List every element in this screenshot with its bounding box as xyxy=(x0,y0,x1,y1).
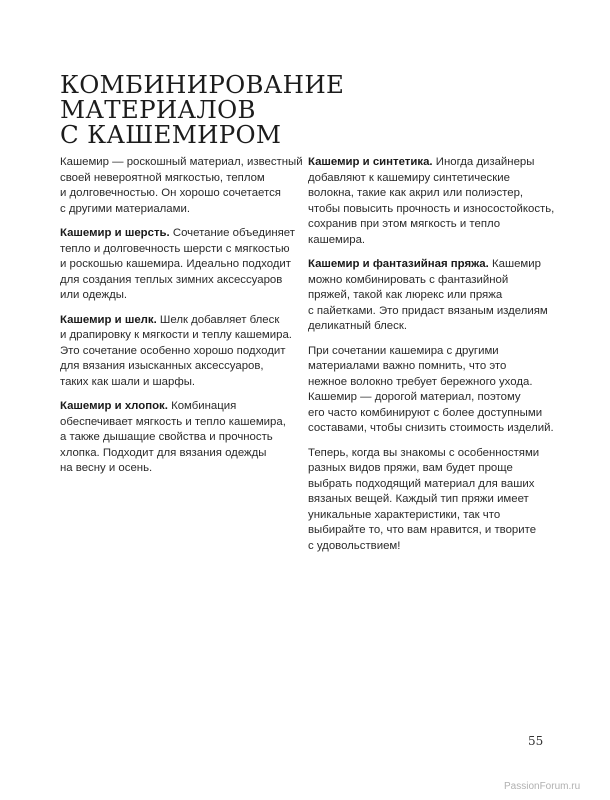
page-number: 55 xyxy=(528,734,544,748)
paragraph-lead-in: Кашемир и шелк. xyxy=(60,313,157,326)
text-line: пряжей, такой как люрекс или пряжа xyxy=(308,289,503,301)
text-line: можно комбинировать с фантазийной xyxy=(308,273,509,286)
page-title xyxy=(60,72,344,147)
text-line: с другими материалами. xyxy=(60,202,190,215)
text-line: вязаных вещей. Каждый тип пряжи имеет xyxy=(308,493,529,505)
text-line: волокна, такие как акрил или полиэстер, xyxy=(308,187,524,199)
right-text-column xyxy=(308,155,553,563)
text-line xyxy=(308,257,553,273)
text-line: обеспечивает мягкость и тепло кашемира, xyxy=(60,415,286,428)
text-line xyxy=(60,399,305,415)
text-line: добавляют к кашемиру синтетические xyxy=(308,171,510,184)
text-line: материалами важно помнить, что это xyxy=(308,360,507,372)
text-run: Иногда дизайнеры xyxy=(432,156,535,168)
text-line: хлопка. Подходит для вязания одежды xyxy=(60,446,267,459)
paragraph-lead-in: Кашемир и фантазийная пряжа. xyxy=(308,258,489,270)
text-run: Комбинация xyxy=(167,400,237,412)
paragraph xyxy=(60,155,305,217)
text-line: для вязания изысканных аксессуаров, xyxy=(60,360,264,372)
paragraph xyxy=(60,313,305,391)
text-line xyxy=(308,155,553,171)
paragraph xyxy=(60,399,305,477)
text-line xyxy=(60,226,305,242)
text-line: деликатный блеск. xyxy=(308,320,407,332)
paragraph-lead-in: Кашемир и синтетика. xyxy=(308,156,433,168)
paragraph xyxy=(308,446,553,555)
text-line: на весну и осень. xyxy=(60,462,153,474)
paragraph xyxy=(60,226,305,304)
text-line: таких как шали и шарфы. xyxy=(60,375,196,388)
text-line: с пайетками. Это придаст вязаным изделиям xyxy=(308,304,548,317)
left-text-column xyxy=(60,155,305,486)
paragraph-lead-in: Кашемир и шерсть. xyxy=(60,227,170,239)
text-line: При сочетании кашемира с другими xyxy=(308,344,499,357)
text-line: а также дышащие свойства и прочность xyxy=(60,431,273,443)
paragraph xyxy=(308,344,553,437)
text-line: Теперь, когда вы знакомы с особенностями xyxy=(308,446,540,459)
text-line: своей невероятной мягкостью, теплом xyxy=(60,171,265,184)
text-line: кашемира. xyxy=(308,233,366,246)
paragraph-lead-in: Кашемир и хлопок. xyxy=(60,400,168,412)
text-line: или одежды. xyxy=(60,289,128,301)
title-line: МАТЕРИАЛОВ xyxy=(60,95,256,124)
text-line: сохранив при этом мягкость и тепло xyxy=(308,218,501,230)
text-line: чтобы повысить прочность и износостойкость, xyxy=(308,202,555,215)
site-watermark: PassionForum.ru xyxy=(504,781,581,792)
text-line: разных видов пряжи, вам будет проще xyxy=(308,462,513,474)
text-line: составами, чтобы снизить стоимость изделий. xyxy=(308,422,554,434)
title-line: КОМБИНИРОВАНИЕ xyxy=(60,70,345,99)
text-line: и долговечностью. Он хорошо сочетается xyxy=(60,187,281,199)
title-line: С КАШЕМИРОМ xyxy=(60,120,282,149)
text-line: и роскошью кашемира. Идеально подходит xyxy=(60,258,292,270)
text-line: выбирайте то, что вам нравится, и творите xyxy=(308,524,537,536)
text-line: тепло и долговечность шерсти с мягкостью xyxy=(60,242,290,255)
text-line: и драпировку к мягкости и теплу кашемира. xyxy=(60,329,292,341)
text-run: Сочетание объединяет xyxy=(169,227,295,239)
paragraph xyxy=(308,155,553,248)
text-line: выбрать подходящий материал для ваших xyxy=(308,477,535,490)
text-line: с удовольствием! xyxy=(308,539,401,552)
text-line: уникальные характеристики, так что xyxy=(308,508,501,521)
text-line: Это сочетание особенно хорошо подходит xyxy=(60,344,286,357)
text-run: Шелк добавляет блеск xyxy=(156,313,280,326)
text-line xyxy=(60,313,305,329)
text-line: его часто комбинируют с более доступными xyxy=(308,406,543,419)
text-line: для создания теплых зимних аксессуаров xyxy=(60,273,283,286)
text-run: Кашемир xyxy=(488,258,541,270)
paragraph xyxy=(308,257,553,335)
text-line: Кашемир — дорогой материал, поэтому xyxy=(308,391,521,403)
text-line: Кашемир — роскошный материал, известный xyxy=(60,156,303,168)
text-line: нежное волокно требует бережного ухода. xyxy=(308,375,533,388)
